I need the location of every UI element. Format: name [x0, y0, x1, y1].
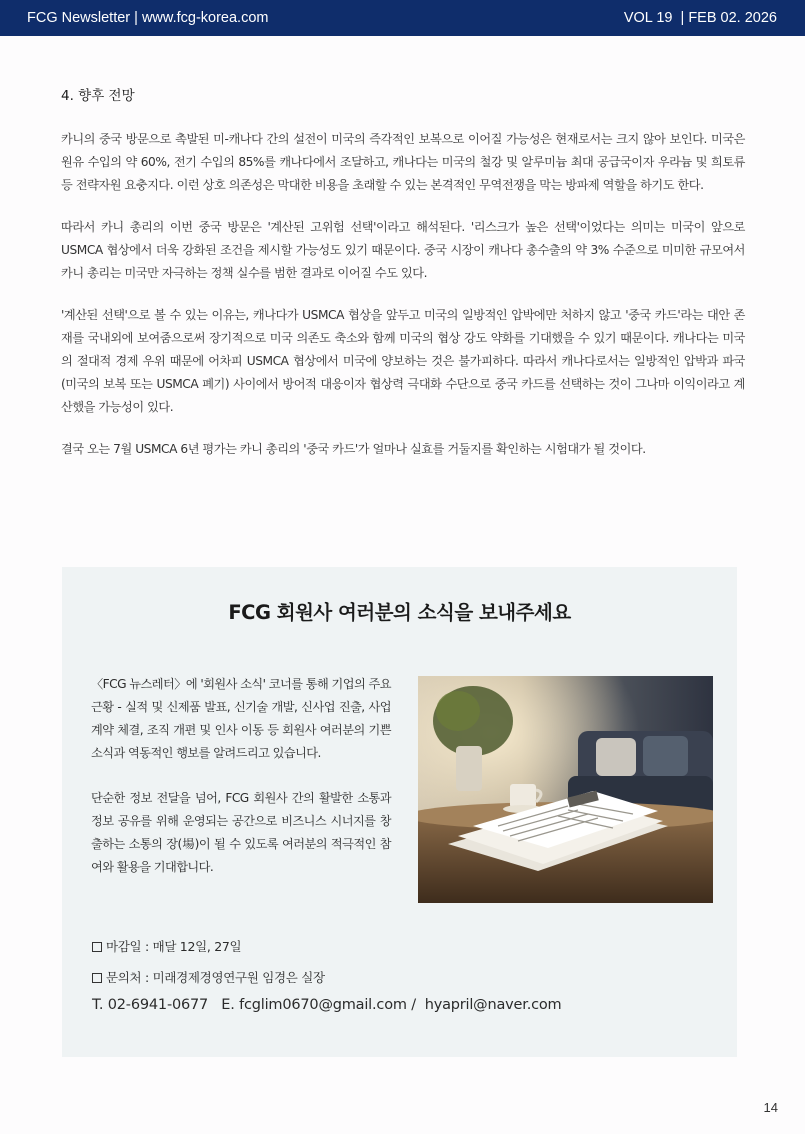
deadline-text: 마감일 : 매달 12일, 27일	[106, 939, 242, 954]
article-section	[61, 84, 745, 480]
newsletter-site: FCG Newsletter | www.fcg-korea.com	[27, 10, 269, 26]
member-news-callout	[62, 567, 737, 1057]
callout-body	[91, 673, 391, 901]
newspaper-coffee-image	[418, 676, 713, 903]
checkbox-square-icon	[92, 973, 102, 983]
article-paragraph: 결국 오는 7월 USMCA 6년 평가는 카니 총리의 '중국 카드'가 얼마나 실효를 거둘지를 확인하는 시험대가 될 것이다.	[61, 442, 646, 456]
checkbox-square-icon	[92, 942, 102, 952]
deadline-line	[92, 937, 712, 955]
inquiry-text: 문의처 : 미래경제경영연구원 임경은 실장	[106, 970, 325, 985]
callout-paragraph: 단순한 정보 전달을 넘어, FCG 회원사 간의 활발한 소통과 정보 공유를 위해 운영되는 공간으로 비즈니스 시너지를 창출하는 소통의 장(場)이 될 수 있도록 여러분의 적극적인 참여와 활용을 기대합니다.	[91, 791, 391, 874]
newsletter-header-bar	[0, 0, 805, 36]
callout-title: FCG 회원사 여러분의 소식을 보내주세요	[228, 601, 571, 624]
section-heading: 4. 향후 전망	[61, 88, 135, 104]
article-paragraph: 카니의 중국 방문으로 촉발된 미-캐나다 간의 설전이 미국의 즉각적인 보복으로 이어질 가능성은 현재로서는 크지 않아 보인다. 미국은 원유 수입의 약 60%, 전기 수입의 85%를 캐나다에서 조달하고, 캐나다는 미국의 철강 및 알루미늄 최대 공급국이자 우라늄 및 희토류 등 전략자원 요충지다. 이런 상호 의존성은 막대한 비용을 초래할 수 있는 본격적인 무역전쟁을 막는 방파제 역할을 하기도 한다.	[61, 132, 745, 192]
inquiry-line	[92, 968, 712, 986]
article-paragraph: '계산된 선택'으로 볼 수 있는 이유는, 캐나다가 USMCA 협상을 앞두고 미국의 일방적인 압박에만 처하지 않고 '중국 카드'라는 대안 존재를 국내외에 보여줌으로써 장기적으로 미국 의존도 축소와 함께 미국의 협상 강도 약화를 기대했을 수 있기 때문이다. 캐나다는 미국의 절대적 경제 우위 때문에 어차피 USMCA 협상에서 미국에 양보하는 것은 불가피하다. 따라서 캐나다로서는 일방적인 압박과 파국 (미국의 보복 또는 USMCA 폐기) 사이에서 방어적 대응이자 협상력 극대화 수단으로 중국 카드를 선택하는 것이 그나마 이익이라고 계산했을 가능성이 있다.	[61, 308, 745, 414]
article-paragraph: 따라서 카니 총리의 이번 중국 방문은 '계산된 고위험 선택'이라고 해석된다. '리스크가 높은 선택'이었다는 의미는 미국이 앞으로 USMCA 협상에서 더욱 강화된 조건을 제시할 가능성도 있기 때문이다. 중국 시장이 캐나다 총수출의 약 3% 수준으로 미미한 규모여서 카니 총리는 미국만 자극하는 정책 실수를 범한 결과로 이어질 수도 있다.	[61, 220, 745, 280]
page-number: 14	[763, 1100, 778, 1115]
callout-paragraph: 〈FCG 뉴스레터〉에 '회원사 소식' 코너를 통해 기업의 주요 근황 - 실적 및 신제품 발표, 신기술 개발, 신사업 진출, 사업 계약 체결, 조직 개편 및 인사 이동 등 회원사 여러분의 기쁜 소식과 역동적인 행보를 알려드리고 있습니다.	[91, 677, 391, 760]
contact-info	[92, 937, 712, 1013]
phone-email-line: T. 02-6941-0677 E. fcglim0670@gmail.com / hyapril@naver.com	[92, 997, 562, 1013]
issue-info: VOL 19 | FEB 02. 2026	[623, 10, 777, 26]
newspaper-photo	[418, 676, 713, 903]
